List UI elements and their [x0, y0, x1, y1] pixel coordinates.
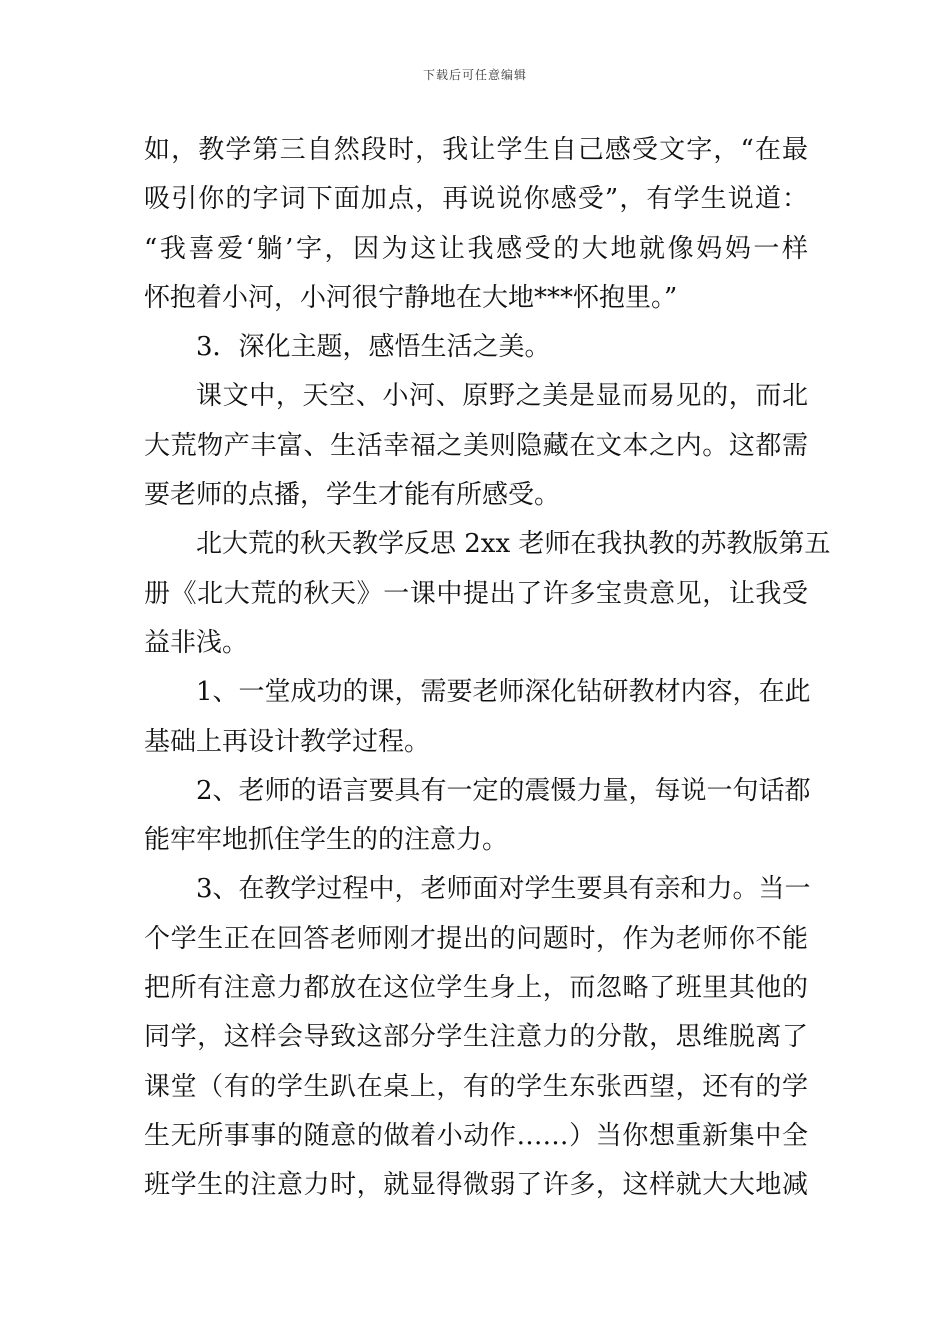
- text-line: 如，教学第三自然段时，我让学生自己感受文字，“在最: [144, 135, 808, 165]
- body-text: [144, 126, 831, 1211]
- text-line: 把所有注意力都放在这位学生身上，而忽略了班里其他的: [144, 973, 808, 1004]
- text-line: 同学，这样会导致这部分学生注意力的分散，思维脱离了: [144, 1022, 808, 1053]
- text-line: 册《北大荒的秋天》一课中提出了许多宝贵意见，让我受: [144, 578, 808, 609]
- list-item-3: 3、在教学过程中，老师面对学生要具有亲和力。当一: [196, 874, 811, 905]
- list-item-1: 1、一堂成功的课，需要老师深化钻研教材内容，在此: [196, 677, 811, 708]
- text-line: 怀抱着小河，小河很宁静地在大地***怀抱里。”: [144, 282, 678, 313]
- text-line: 北大荒的秋天教学反思 2xx 老师在我执教的苏教版第五: [196, 529, 831, 560]
- text-line: 课堂（有的学生趴在桌上，有的学生东张西望，还有的学: [144, 1071, 808, 1102]
- text-line: “我喜爱‘躺’字，因为这让我感受的大地就像妈妈一样: [144, 233, 808, 264]
- text-line: 生无所事事的随意的做着小动作……）当你想重新集中全: [144, 1120, 808, 1151]
- text-line: 能牢牢地抓住学生的的注意力。: [144, 825, 509, 856]
- text-line: 要老师的点播，学生才能有所感受。: [144, 480, 561, 511]
- text-line: 基础上再设计教学过程。: [144, 726, 431, 757]
- text-line: 个学生正在回答老师刚才提出的问题时，作为老师你不能: [144, 923, 808, 954]
- text-line: 班学生的注意力时，就显得微弱了许多，这样就大大地减: [144, 1170, 808, 1201]
- text-line: 课文中，天空、小河、原野之美是显而易见的，而北: [196, 381, 808, 412]
- text-line: 益非浅。: [144, 627, 249, 658]
- section-heading: 3．深化主题，感悟生活之美。: [196, 332, 551, 363]
- header-note: 下载后可任意编辑: [422, 68, 527, 82]
- text-line: 吸引你的字词下面加点，再说说你感受”，有学生说道：: [144, 184, 808, 215]
- text-line: 大荒物产丰富、生活幸福之美则隐藏在文本之内。这都需: [144, 430, 808, 461]
- list-item-2: 2、老师的语言要具有一定的震慑力量，每说一句话都: [196, 775, 811, 806]
